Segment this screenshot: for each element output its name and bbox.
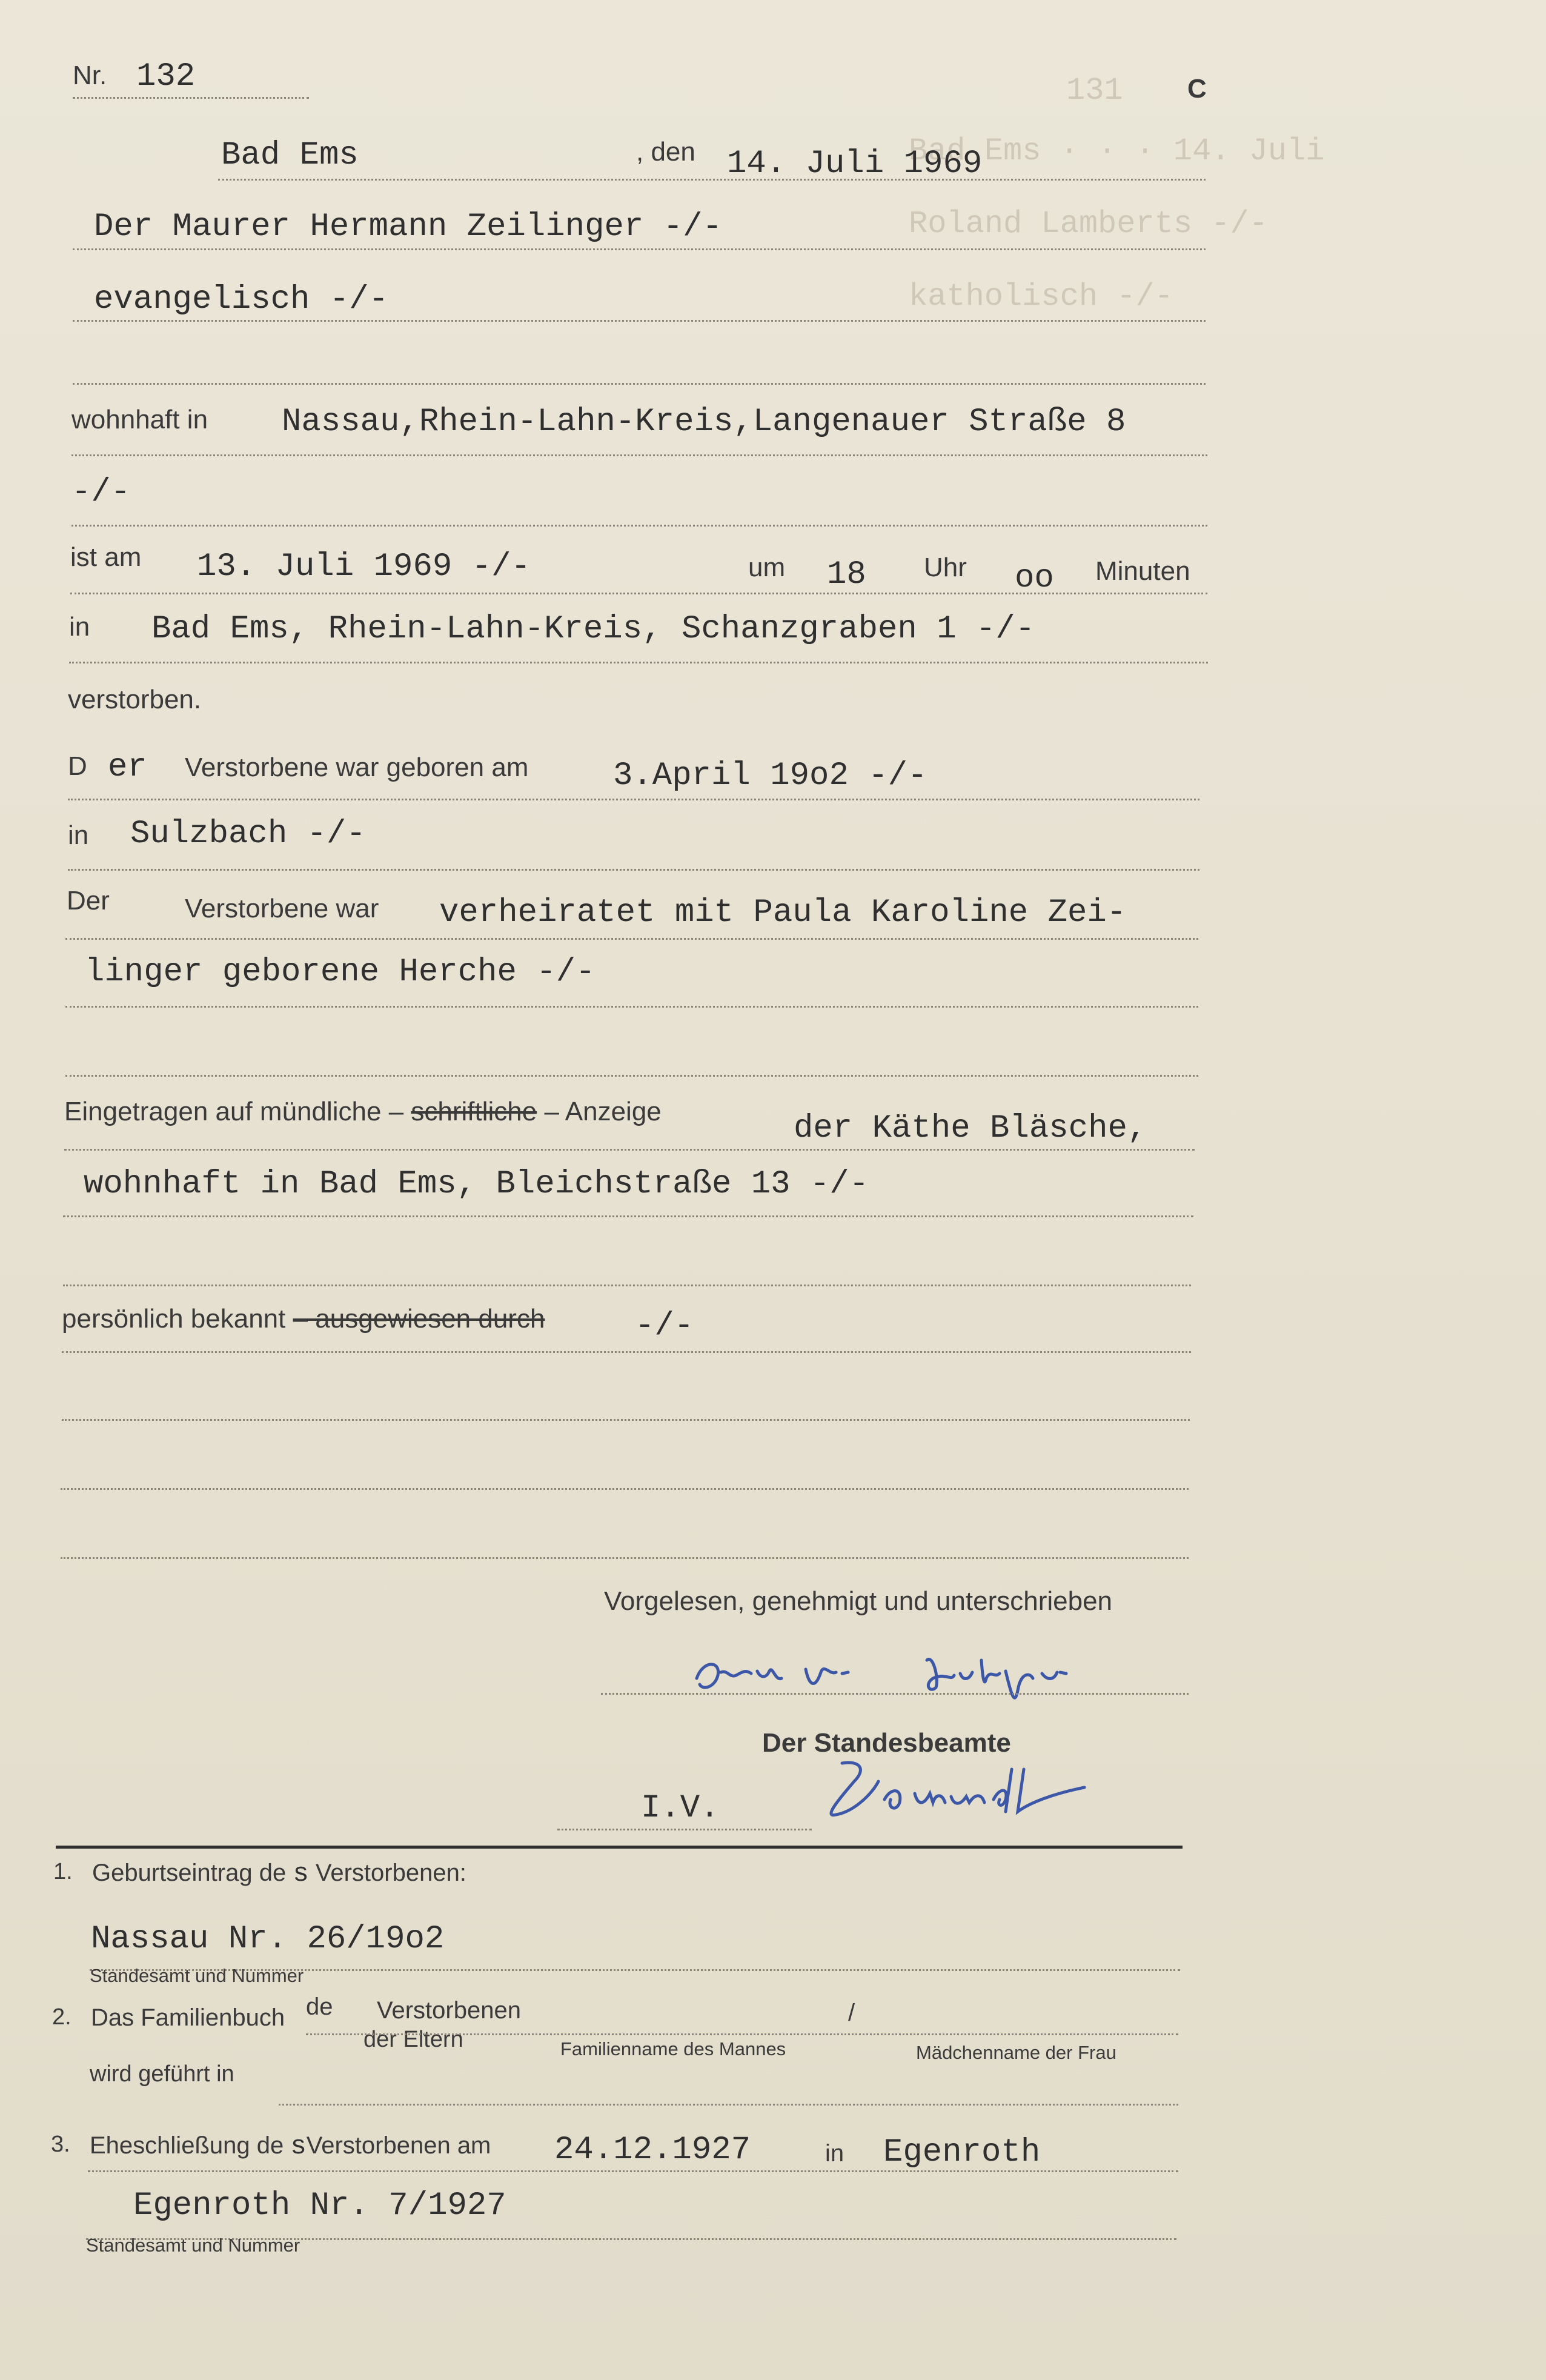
note-2-deceased: Verstorbenen bbox=[377, 1997, 521, 2024]
dotted-line bbox=[61, 1557, 1189, 1559]
death-minutes: oo bbox=[1015, 560, 1054, 597]
dotted-line bbox=[73, 320, 1206, 322]
registration-date: 14. Juli 1969 bbox=[727, 145, 983, 182]
marital-line-2: linger geborene Herche -/- bbox=[85, 954, 596, 991]
birth-label: Verstorbene war geboren am bbox=[185, 753, 529, 782]
dotted-line bbox=[61, 1488, 1189, 1490]
marital-line-1: verheiratet mit Paula Karoline Zei- bbox=[439, 894, 1127, 931]
note-2-number: 2. bbox=[52, 2004, 71, 2030]
section-divider bbox=[56, 1846, 1183, 1849]
marital-label: Verstorbene war bbox=[185, 894, 379, 923]
dotted-line bbox=[71, 454, 1207, 456]
note-3-label-text: Eheschließung de bbox=[90, 2132, 284, 2159]
death-place: Bad Ems, Rhein-Lahn-Kreis, Schanzgraben 1 -/- bbox=[151, 611, 1035, 648]
dotted-line bbox=[62, 1419, 1190, 1421]
note-3-in-label: in bbox=[825, 2140, 844, 2167]
death-hour: 18 bbox=[827, 556, 866, 593]
dotted-line bbox=[73, 383, 1206, 385]
dotted-line bbox=[218, 179, 1206, 181]
note-3-number: 3. bbox=[51, 2132, 70, 2157]
uhr-label: Uhr bbox=[924, 553, 967, 582]
dotted-line bbox=[68, 869, 1199, 871]
death-in-label: in bbox=[69, 612, 90, 642]
birth-date: 3.April 19o2 -/- bbox=[613, 757, 927, 794]
note-2-label: Das Familienbuch bbox=[91, 2004, 285, 2031]
deceased-name-line: Der Maurer Hermann Zeilinger -/- bbox=[94, 208, 722, 245]
note-1-suffix: s bbox=[293, 1859, 309, 1889]
informant-line-2: wohnhaft in Bad Ems, Bleichstraße 13 -/- bbox=[84, 1166, 869, 1203]
dotted-line bbox=[63, 1285, 1191, 1286]
dotted-line bbox=[63, 1215, 1193, 1217]
note-2-slash: / bbox=[848, 1999, 855, 2026]
dotted-line bbox=[65, 938, 1198, 940]
dotted-line bbox=[88, 2170, 1178, 2172]
registration-place: Bad Ems bbox=[221, 137, 359, 174]
iv-label: I.V. bbox=[641, 1790, 720, 1827]
dotted-line bbox=[71, 525, 1207, 527]
bleed-through-mark: Bad Ems · · · 14. Juli bbox=[909, 133, 1325, 169]
note-1-label-text-2: Verstorbenen: bbox=[315, 1860, 466, 1886]
dotted-line bbox=[557, 1829, 812, 1830]
um-label: um bbox=[748, 553, 786, 582]
note-3-value: Egenroth Nr. 7/1927 bbox=[133, 2187, 506, 2224]
marital-article: Der bbox=[67, 886, 110, 916]
entry-number-label: Nr. bbox=[73, 61, 107, 90]
note-3-label-text-2: Verstorbenen am bbox=[306, 2132, 491, 2159]
birth-d-label: D bbox=[68, 751, 87, 781]
registrar-signature-image bbox=[769, 1745, 1206, 1836]
informant-line-1: der Käthe Bläsche, bbox=[794, 1110, 1147, 1147]
registrar-label: Der Standesbeamte bbox=[762, 1728, 1011, 1758]
note-3-suffix: s bbox=[290, 2132, 307, 2162]
dotted-line bbox=[69, 662, 1208, 663]
note-1-caption: Standesamt und Nummer bbox=[90, 1965, 304, 1986]
ist-am-label: ist am bbox=[70, 542, 142, 572]
verstorben-label: verstorben. bbox=[68, 685, 202, 714]
known-identified-struck: – ausgewiesen durch bbox=[293, 1304, 545, 1334]
bleed-through-mark: 131 bbox=[1066, 73, 1123, 108]
note-2-kept-in: wird geführt in bbox=[90, 2061, 234, 2087]
dotted-line bbox=[65, 1075, 1198, 1077]
read-approved-signed-label: Vorgelesen, genehmigt und unterschrieben bbox=[604, 1586, 1113, 1616]
known-value: -/- bbox=[635, 1308, 694, 1345]
note-2-de: de bbox=[306, 1993, 333, 2020]
dotted-line bbox=[64, 1149, 1195, 1151]
bleed-through-mark: Roland Lamberts -/- bbox=[909, 206, 1268, 242]
dotted-line bbox=[70, 593, 1207, 594]
birth-article: er bbox=[108, 749, 147, 786]
registration-label bbox=[64, 1097, 662, 1127]
den-label: , den bbox=[636, 137, 695, 167]
residence-line-1: Nassau,Rhein-Lahn-Kreis,Langenauer Straße 8 bbox=[282, 404, 1126, 440]
entry-number-value: 132 bbox=[136, 58, 196, 95]
note-2-husband-caption: Familienname des Mannes bbox=[560, 2038, 786, 2059]
note-2-parents: der Eltern bbox=[363, 2027, 463, 2052]
note-3-caption: Standesamt und Nummer bbox=[86, 2235, 300, 2256]
residence-line-2: -/- bbox=[71, 474, 131, 511]
signatures-image bbox=[685, 1636, 1181, 1715]
note-3-place: Egenroth bbox=[883, 2134, 1041, 2171]
dotted-line bbox=[73, 248, 1206, 250]
registration-label-written-struck: schriftliche bbox=[411, 1097, 537, 1126]
note-3-label bbox=[90, 2132, 491, 2162]
note-1-number: 1. bbox=[53, 1859, 73, 1884]
dotted-line bbox=[279, 2104, 1178, 2106]
note-3-date: 24.12.1927 bbox=[554, 2132, 751, 2169]
minuten-label: Minuten bbox=[1095, 556, 1190, 586]
registration-label-notice: – Anzeige bbox=[544, 1097, 662, 1126]
corner-letter: C bbox=[1187, 74, 1207, 104]
known-personally: persönlich bekannt bbox=[62, 1304, 286, 1334]
dotted-line bbox=[68, 799, 1199, 800]
dotted-line bbox=[65, 1006, 1198, 1008]
registration-label-oral: Eingetragen auf mündliche – bbox=[64, 1097, 404, 1126]
signature-line bbox=[601, 1693, 1189, 1695]
note-1-label bbox=[92, 1859, 466, 1889]
note-1-value: Nassau Nr. 26/19o2 bbox=[91, 1921, 445, 1958]
dotted-line bbox=[73, 97, 309, 99]
known-label bbox=[62, 1304, 545, 1334]
bleed-through-mark: katholisch -/- bbox=[909, 279, 1173, 314]
birth-in-label: in bbox=[68, 820, 89, 850]
birth-place: Sulzbach -/- bbox=[130, 816, 366, 853]
dotted-line bbox=[62, 1351, 1191, 1353]
note-2-wife-caption: Mädchenname der Frau bbox=[916, 2042, 1116, 2063]
dotted-line bbox=[306, 2033, 1178, 2035]
death-date: 13. Juli 1969 -/- bbox=[197, 548, 531, 585]
religion: evangelisch -/- bbox=[94, 281, 389, 318]
note-1-label-text: Geburtseintrag de bbox=[92, 1860, 287, 1886]
residence-label: wohnhaft in bbox=[71, 405, 208, 434]
